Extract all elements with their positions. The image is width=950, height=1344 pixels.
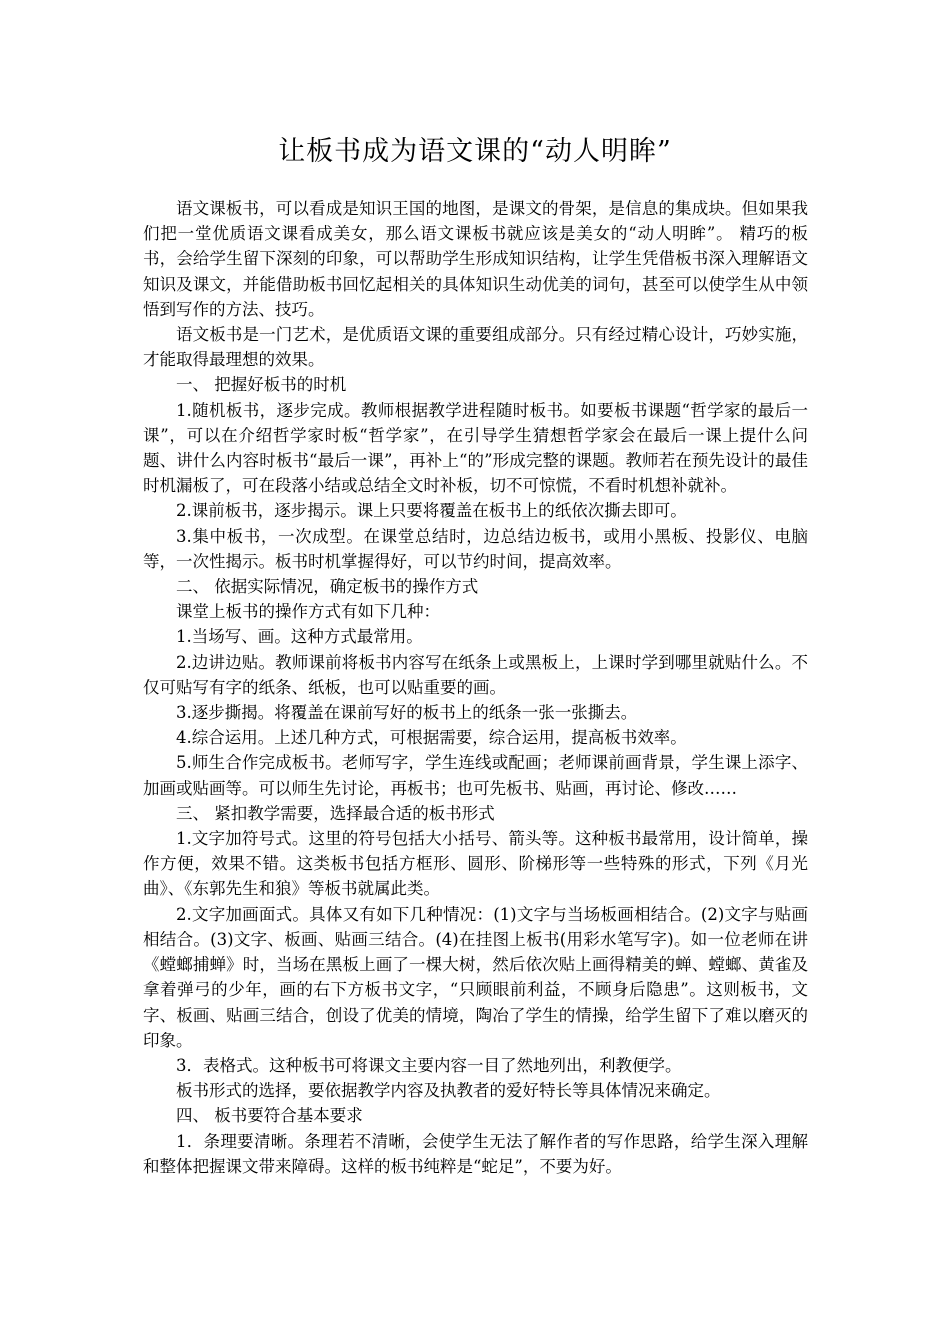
paragraph: 3.集中板书，一次成型。在课堂总结时，边总结边板书，或用小黑板、投影仪、电脑等，一次性揭示。板书时机掌握得好，可以节约时间，提高效率。	[143, 526, 808, 571]
document-body	[143, 196, 808, 1179]
paragraph: 5.师生合作完成板书。老师写字，学生连线或配画；老师课前画背景，学生课上添字、加画或贴画等。可以师生先讨论，再板书；也可先板书、贴画，再讨论、修改……	[143, 753, 808, 798]
paragraph: 2.边讲边贴。教师课前将板书内容写在纸条上或黑板上，上课时学到哪里就贴什么。不仅可贴写有字的纸条、纸板，也可以贴重要的画。	[143, 652, 808, 697]
paragraph: 4.综合运用。上述几种方式，可根据需要，综合运用，提高板书效率。	[176, 728, 687, 748]
paragraph: 板书形式的选择，要依据教学内容及执教者的爱好特长等具体情况来确定。	[176, 1081, 721, 1101]
paragraph: 3.逐步撕揭。将覆盖在课前写好的板书上的纸条一张一张撕去。	[176, 703, 638, 723]
paragraph: 课堂上板书的操作方式有如下几种：	[176, 602, 440, 622]
section-heading: 一、 把握好板书的时机	[176, 375, 347, 395]
paragraph: 语文课板书，可以看成是知识王国的地图，是课文的骨架，是信息的集成块。但如果我们把一堂优质语文课看成美女，那么语文课板书就应该是美女的“动人明眸”。 精巧的板书，会给学生留下深刻的印象，可以帮助学生形成知识结构，让学生凭借板书深入理解语文知识及课文，并能借助板书回忆起相关的具体知识生动优美的词句，甚至可以使学生从中领悟到写作的方法、技巧。	[143, 199, 808, 319]
paragraph: 语文板书是一门艺术，是优质语文课的重要组成部分。只有经过精心设计，巧妙实施，才能取得最理想的效果。	[143, 325, 808, 370]
paragraph: 1.当场写、画。这种方式最常用。	[176, 627, 423, 647]
section-heading: 四、 板书要符合基本要求	[176, 1106, 363, 1126]
paragraph: 1．条理要清晰。条理若不清晰，会使学生无法了解作者的写作思路，给学生深入理解和整体把握课文带来障碍。这样的板书纯粹是“蛇足”，不要为好。	[143, 1131, 808, 1176]
section-heading: 二、 依据实际情况，确定板书的操作方式	[176, 577, 479, 597]
paragraph: 1.随机板书，逐步完成。教师根据教学进程随时板书。如要板书课题“哲学家的最后一课”，可以在介绍哲学家时板“哲学家”，在引导学生猜想哲学家会在最后一课上提什么问题、讲什么内容时板书“最后一课”，再补上“的”形成完整的课题。教师若在预先设计的最佳时机漏板了，可在段落小结或总结全文时补板，切不可惊慌，不看时机想补就补。	[143, 400, 808, 496]
document-title: 让板书成为语文课的“动人明眸”	[278, 136, 672, 167]
paragraph: 2.课前板书，逐步揭示。课上只要将覆盖在板书上的纸依次撕去即可。	[176, 501, 687, 521]
paragraph: 1.文字加符号式。这里的符号包括大小括号、箭头等。这种板书最常用，设计简单，操作方便，效果不错。这类板书包括方框形、圆形、阶梯形等一些特殊的形式，下列《月光曲》、《东郭先生和狼》等板书就属此类。	[143, 829, 808, 899]
paragraph: 2.文字加画面式。具体又有如下几种情况：(1)文字与当场板画相结合。(2)文字与贴画相结合。(3)文字、板画、贴画三结合。(4)在挂图上板书(用彩水笔写字)。如一位老师在讲《螳螂捕蝉》时，当场在黑板上画了一棵大树，然后依次贴上画得精美的蝉、螳螂、黄雀及拿着弹弓的少年，画的右下方板书文字，“只顾眼前利益，不顾身后隐患”。这则板书，文字、板画、贴画三结合，创设了优美的情境，陶冶了学生的情操，给学生留下了难以磨灭的印象。	[143, 904, 808, 1050]
section-heading: 三、 紧扣教学需要，选择最合适的板书形式	[176, 803, 495, 823]
paragraph: 3．表格式。这种板书可将课文主要内容一目了然地列出，利教便学。	[176, 1055, 682, 1075]
